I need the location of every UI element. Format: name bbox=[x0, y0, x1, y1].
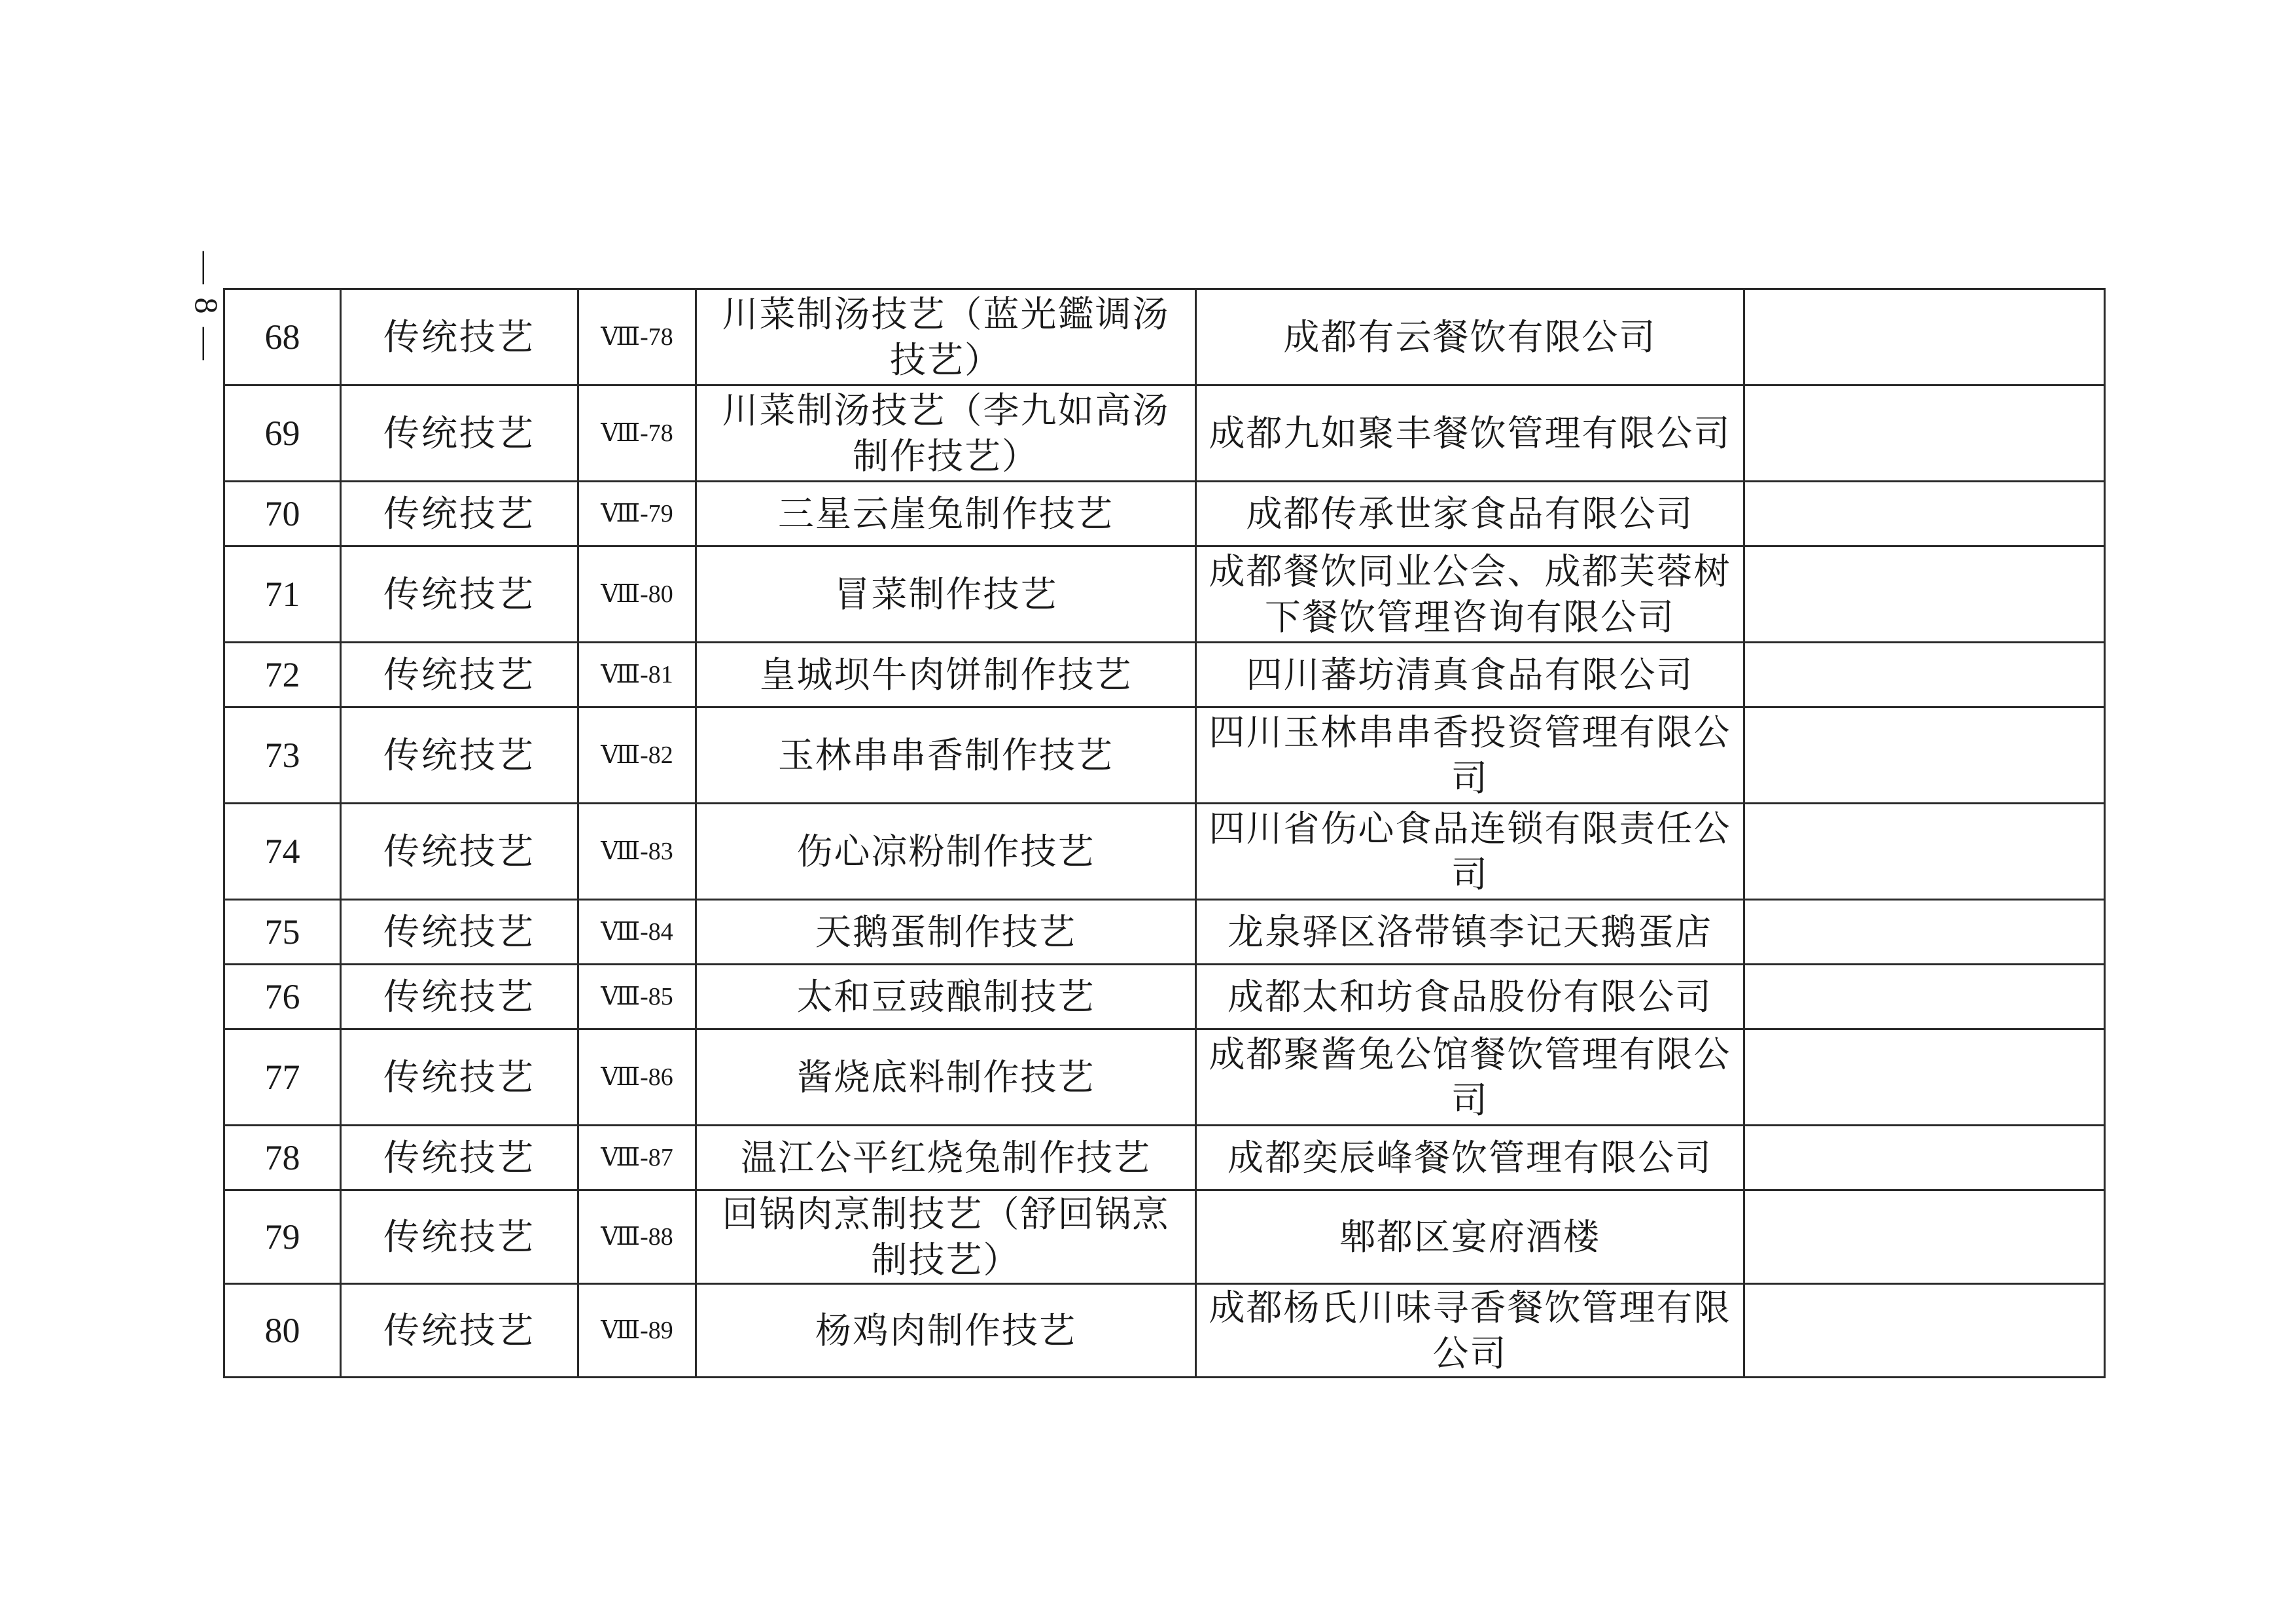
table-row bbox=[224, 546, 2105, 643]
item-name-cell: 伤心凉粉制作技艺 bbox=[696, 804, 1196, 900]
category-cell: 传统技艺 bbox=[341, 1284, 578, 1378]
item-name-cell: 杨鸡肉制作技艺 bbox=[696, 1284, 1196, 1378]
category-cell: 传统技艺 bbox=[341, 1190, 578, 1284]
row-number: 78 bbox=[224, 1126, 341, 1190]
code-cell: Ⅷ-82 bbox=[578, 707, 696, 804]
code-cell: Ⅷ-85 bbox=[578, 965, 696, 1029]
table-row bbox=[224, 289, 2105, 385]
code-cell: Ⅷ-86 bbox=[578, 1029, 696, 1126]
note-cell bbox=[1744, 289, 2105, 385]
row-number: 75 bbox=[224, 900, 341, 965]
note-cell bbox=[1744, 1029, 2105, 1126]
organization-cell: 四川省伤心食品连锁有限责任公司 bbox=[1196, 804, 1744, 900]
table-row bbox=[224, 707, 2105, 804]
row-number: 77 bbox=[224, 1029, 341, 1126]
category-cell: 传统技艺 bbox=[341, 1126, 578, 1190]
row-number: 72 bbox=[224, 643, 341, 707]
table-row bbox=[224, 385, 2105, 482]
note-cell bbox=[1744, 965, 2105, 1029]
table-row bbox=[224, 1029, 2105, 1126]
item-name-cell: 冒菜制作技艺 bbox=[696, 546, 1196, 643]
note-cell bbox=[1744, 1126, 2105, 1190]
item-name-cell: 回锅肉烹制技艺（舒回锅烹制技艺） bbox=[696, 1190, 1196, 1284]
row-number: 71 bbox=[224, 546, 341, 643]
organization-cell: 四川蕃坊清真食品有限公司 bbox=[1196, 643, 1744, 707]
row-number: 73 bbox=[224, 707, 341, 804]
organization-cell: 成都传承世家食品有限公司 bbox=[1196, 482, 1744, 546]
note-cell bbox=[1744, 643, 2105, 707]
category-cell: 传统技艺 bbox=[341, 804, 578, 900]
organization-cell: 成都杨氏川味寻香餐饮管理有限公司 bbox=[1196, 1284, 1744, 1378]
organization-cell: 成都聚酱兔公馆餐饮管理有限公司 bbox=[1196, 1029, 1744, 1126]
table-row bbox=[224, 1190, 2105, 1284]
note-cell bbox=[1744, 1284, 2105, 1378]
category-cell: 传统技艺 bbox=[341, 643, 578, 707]
table-row bbox=[224, 804, 2105, 900]
category-cell: 传统技艺 bbox=[341, 900, 578, 965]
code-cell: Ⅷ-88 bbox=[578, 1190, 696, 1284]
category-cell: 传统技艺 bbox=[341, 385, 578, 482]
note-cell bbox=[1744, 804, 2105, 900]
category-cell: 传统技艺 bbox=[341, 546, 578, 643]
table-row bbox=[224, 643, 2105, 707]
organization-cell: 成都餐饮同业公会、成都芙蓉树下餐饮管理咨询有限公司 bbox=[1196, 546, 1744, 643]
item-name-cell: 玉林串串香制作技艺 bbox=[696, 707, 1196, 804]
category-cell: 传统技艺 bbox=[341, 289, 578, 385]
category-cell: 传统技艺 bbox=[341, 965, 578, 1029]
table-row bbox=[224, 900, 2105, 965]
table-row bbox=[224, 1284, 2105, 1378]
organization-cell: 龙泉驿区洛带镇李记天鹅蛋店 bbox=[1196, 900, 1744, 965]
organization-cell: 郫都区宴府酒楼 bbox=[1196, 1190, 1744, 1284]
category-cell: 传统技艺 bbox=[341, 482, 578, 546]
note-cell bbox=[1744, 900, 2105, 965]
organization-cell: 成都太和坊食品股份有限公司 bbox=[1196, 965, 1744, 1029]
organization-cell: 成都奕辰峰餐饮管理有限公司 bbox=[1196, 1126, 1744, 1190]
item-name-cell: 川菜制汤技艺（蓝光鑑调汤技艺） bbox=[696, 289, 1196, 385]
table-row bbox=[224, 482, 2105, 546]
note-cell bbox=[1744, 707, 2105, 804]
note-cell bbox=[1744, 385, 2105, 482]
note-cell bbox=[1744, 1190, 2105, 1284]
row-number: 74 bbox=[224, 804, 341, 900]
code-cell: Ⅷ-78 bbox=[578, 385, 696, 482]
item-name-cell: 天鹅蛋制作技艺 bbox=[696, 900, 1196, 965]
row-number: 70 bbox=[224, 482, 341, 546]
note-cell bbox=[1744, 482, 2105, 546]
item-name-cell: 川菜制汤技艺（李九如高汤制作技艺） bbox=[696, 385, 1196, 482]
table-row bbox=[224, 965, 2105, 1029]
category-cell: 传统技艺 bbox=[341, 707, 578, 804]
code-cell: Ⅷ-78 bbox=[578, 289, 696, 385]
table-row bbox=[224, 1126, 2105, 1190]
code-cell: Ⅷ-81 bbox=[578, 643, 696, 707]
code-cell: Ⅷ-84 bbox=[578, 900, 696, 965]
code-cell: Ⅷ-83 bbox=[578, 804, 696, 900]
item-name-cell: 三星云崖兔制作技艺 bbox=[696, 482, 1196, 546]
row-number: 68 bbox=[224, 289, 341, 385]
code-cell: Ⅷ-89 bbox=[578, 1284, 696, 1378]
item-name-cell: 酱烧底料制作技艺 bbox=[696, 1029, 1196, 1126]
category-cell: 传统技艺 bbox=[341, 1029, 578, 1126]
code-cell: Ⅷ-87 bbox=[578, 1126, 696, 1190]
item-name-cell: 太和豆豉酿制技艺 bbox=[696, 965, 1196, 1029]
heritage-list-table bbox=[223, 288, 2106, 1378]
organization-cell: 成都有云餐饮有限公司 bbox=[1196, 289, 1744, 385]
page-number-text: — 8 — bbox=[188, 251, 225, 363]
item-name-cell: 皇城坝牛肉饼制作技艺 bbox=[696, 643, 1196, 707]
organization-cell: 成都九如聚丰餐饮管理有限公司 bbox=[1196, 385, 1744, 482]
row-number: 79 bbox=[224, 1190, 341, 1284]
note-cell bbox=[1744, 546, 2105, 643]
organization-cell: 四川玉林串串香投资管理有限公司 bbox=[1196, 707, 1744, 804]
item-name-cell: 温江公平红烧兔制作技艺 bbox=[696, 1126, 1196, 1190]
row-number: 69 bbox=[224, 385, 341, 482]
code-cell: Ⅷ-79 bbox=[578, 482, 696, 546]
row-number: 76 bbox=[224, 965, 341, 1029]
row-number: 80 bbox=[224, 1284, 341, 1378]
code-cell: Ⅷ-80 bbox=[578, 546, 696, 643]
